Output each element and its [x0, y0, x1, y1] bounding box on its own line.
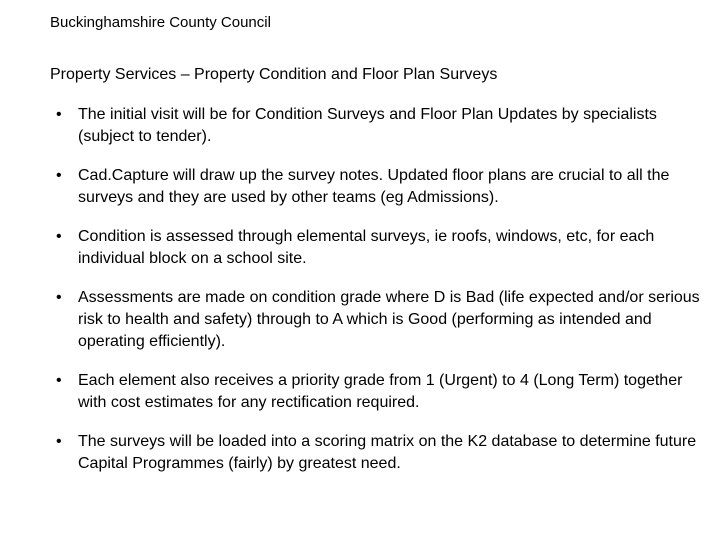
bullet-list: [50, 104, 700, 475]
bullet-icon: •: [56, 167, 62, 184]
bullet-text: Each element also receives a priority grade from 1 (Urgent) to 4 (Long Term) together with cost estimates for any rectification required.: [78, 372, 683, 411]
bullet-icon: •: [56, 106, 62, 123]
bullet-text: The surveys will be loaded into a scoring matrix on the K2 database to determine future Capital Programmes (fairly) by greatest need.: [78, 433, 697, 472]
bullet-text: The initial visit will be for Condition Surveys and Floor Plan Updates by specialists (subject to tender).: [78, 106, 657, 145]
bullet-item-condition-grade: [50, 287, 700, 353]
organisation-name: Buckinghamshire County Council: [50, 14, 271, 31]
bullet-text: Condition is assessed through elemental surveys, ie roofs, windows, etc, for each individual block on a school site.: [78, 228, 655, 267]
bullet-icon: •: [56, 372, 62, 389]
slide-title: Property Services – Property Condition and Floor Plan Surveys: [50, 66, 498, 83]
bullet-item-cad-capture: [50, 165, 700, 209]
bullet-item-scoring-matrix: [50, 431, 700, 475]
bullet-icon: •: [56, 433, 62, 450]
bullet-text: Cad.Capture will draw up the survey notes. Updated floor plans are crucial to all the surveys and they are used by other teams (eg Admissions).: [78, 167, 670, 206]
bullet-text: Assessments are made on condition grade where D is Bad (life expected and/or serious risk to health and safety) through to A which is Good (performing as intended and operating efficiently).: [78, 289, 700, 350]
bullet-item-condition-assessment: [50, 226, 700, 270]
bullet-item-initial-visit: [50, 104, 700, 148]
bullet-item-priority-grade: [50, 370, 700, 414]
bullet-icon: •: [56, 228, 62, 245]
bullet-icon: •: [56, 289, 62, 306]
